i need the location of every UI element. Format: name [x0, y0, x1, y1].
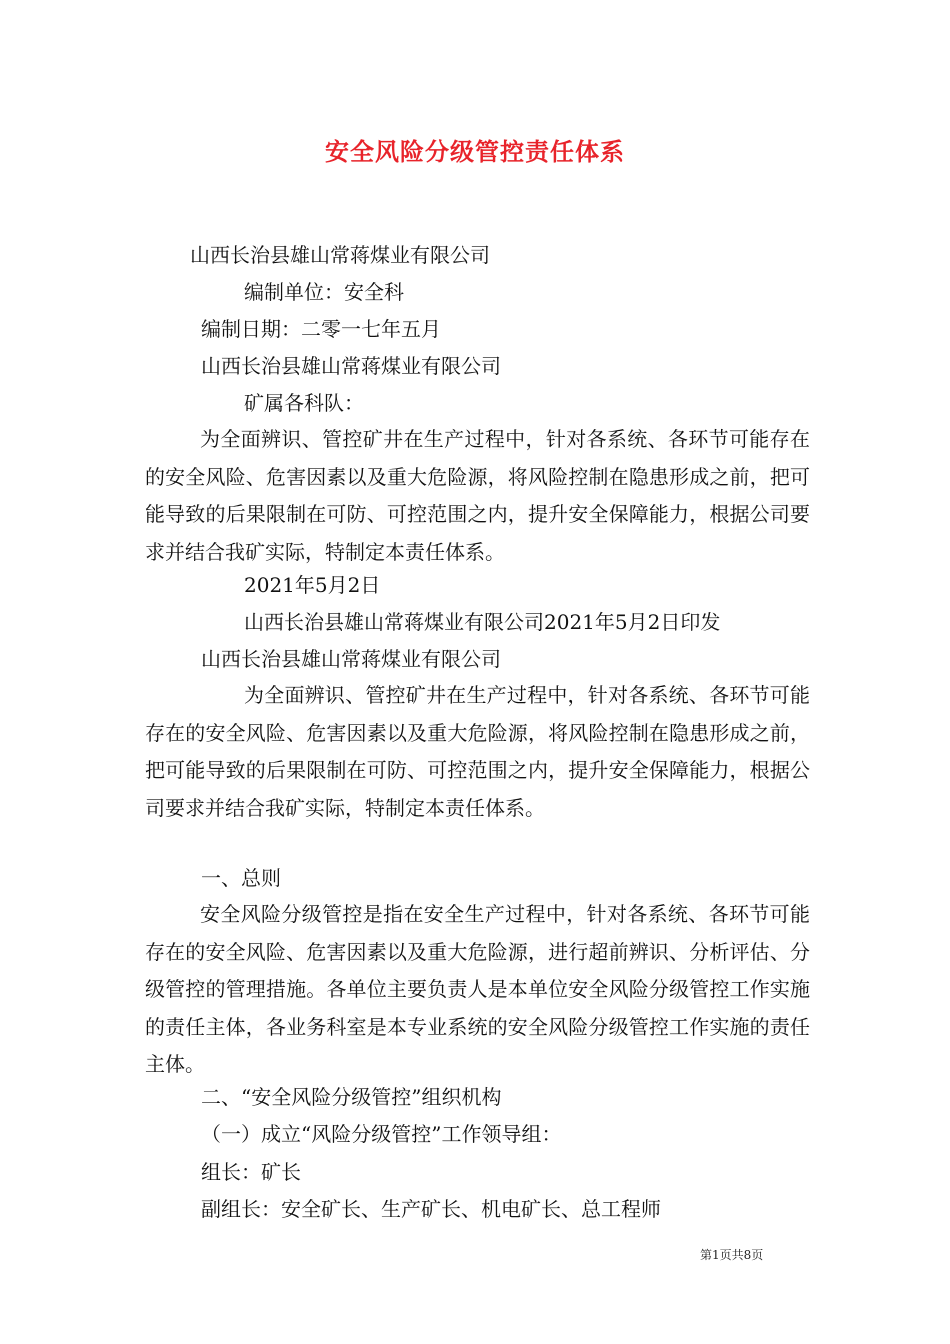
compiling-date-line: 编制日期：二零一七年五月 [201, 317, 441, 341]
recipient-line: 矿属各科队： [244, 391, 364, 415]
intro-paragraph: 为全面辨识、管控矿井在生产过程中，针对各系统、各环节可能存在的安全风险、危害因素以及重大危险源，将风险控制在隐患形成之前，把可能导致的后果限制在可防、可控范围之内，提升安全保障能力，根据公司要求并结合我矿实际，特制定本责任体系。 [145, 427, 810, 564]
section-1-paragraph: 安全风险分级管控是指在安全生产过程中，针对各系统、各环节可能存在的安全风险、危害因素以及重大危险源，进行超前辨识、分析评估、分级管控的管理措施。各单位主要负责人是本单位安全风险分级管控工作实施的责任主体，各业务科室是本专业系统的安全风险分级管控工作实施的责任主体。 [145, 902, 810, 1077]
leader-line: 组长：矿长 [201, 1160, 301, 1184]
company-name-line-2: 山西长治县雄山常蒋煤业有限公司 [201, 354, 501, 378]
deputy-leader-line: 副组长：安全矿长、生产矿长、机电矿长、总工程师 [201, 1197, 661, 1221]
section-2-heading: 二、“安全风险分级管控”组织机构 [201, 1085, 502, 1109]
body-paragraph: 为全面辨识、管控矿井在生产过程中，针对各系统、各环节可能存在的安全风险、危害因素以及重大危险源，将风险控制在隐患形成之前，把可能导致的后果限制在可防、可控范围之内，提升安全保障能力，根据公司要求并结合我矿实际，特制定本责任体系。 [145, 683, 810, 820]
document-title: 安全风险分级管控责任体系 [325, 137, 625, 166]
date-line: 2021年5月2日 [244, 573, 381, 597]
section-1-heading: 一、总则 [201, 866, 281, 890]
page-number: 第1页共8页 [700, 1248, 764, 1262]
issued-line: 山西长治县雄山常蒋煤业有限公司2021年5月2日印发 [244, 610, 721, 634]
company-name-line: 山西长治县雄山常蒋煤业有限公司 [190, 243, 490, 267]
subsection-heading: （一）成立“风险分级管控”工作领导组： [201, 1122, 562, 1146]
compiling-unit-line: 编制单位：安全科 [244, 280, 404, 304]
company-line: 山西长治县雄山常蒋煤业有限公司 [201, 647, 501, 671]
